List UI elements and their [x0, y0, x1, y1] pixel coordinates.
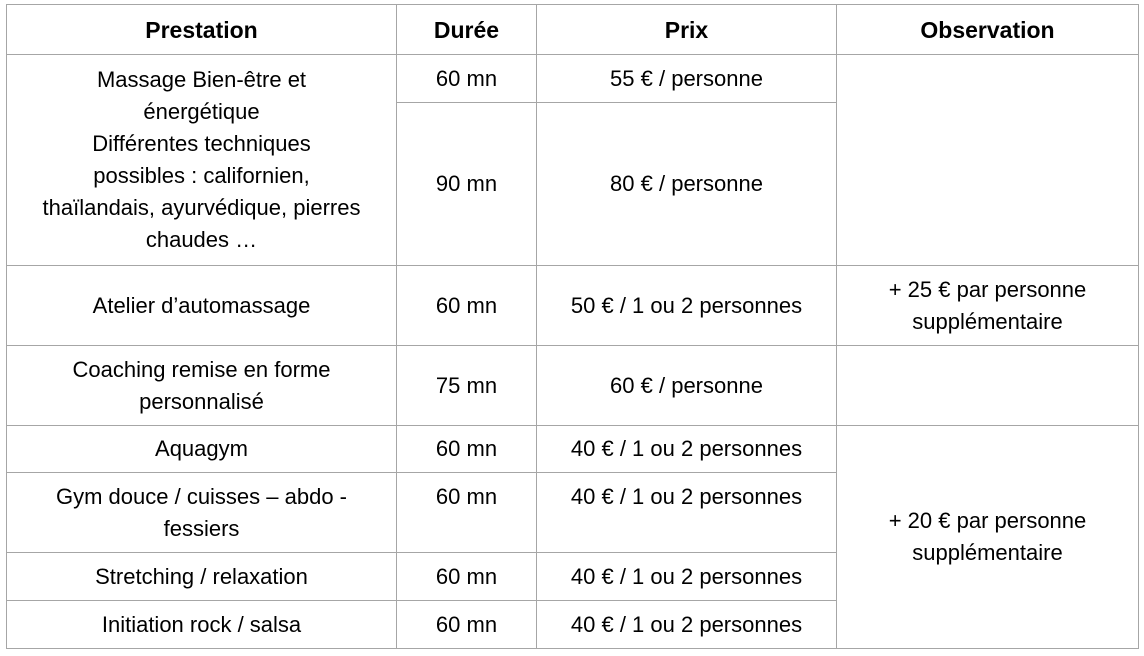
- prix-cell: 40 € / 1 ou 2 personnes: [537, 601, 837, 649]
- duree-cell: 60 mn: [397, 426, 537, 473]
- header-prestation: Prestation: [7, 5, 397, 55]
- prix-cell: 40 € / 1 ou 2 personnes: [537, 473, 837, 553]
- header-observation: Observation: [837, 5, 1139, 55]
- header-prix: Prix: [537, 5, 837, 55]
- prestation-text: Aquagym: [155, 436, 248, 461]
- prestation-text: Stretching / relaxation: [95, 563, 308, 589]
- duree-cell: 60 mn: [397, 601, 537, 649]
- observation-cell: [837, 426, 1139, 649]
- header-row: [7, 5, 1139, 55]
- table-body: [7, 55, 1139, 649]
- header-duree: Durée: [397, 5, 537, 55]
- prestation-text: Massage Bien-être et énergétique Différentes techniques possibles : californien, thaïlandais, ayurvédique, pierres chaudes …: [42, 67, 361, 252]
- duree-cell: 60 mn: [397, 266, 537, 346]
- prestation-cell: [7, 473, 397, 553]
- duree-cell: 60 mn: [397, 55, 537, 103]
- observation-cell: [837, 346, 1139, 426]
- table-row: [7, 266, 1139, 346]
- duree-cell: 75 mn: [397, 346, 537, 426]
- prix-cell: 40 € / 1 ou 2 personnes: [537, 426, 837, 473]
- prix-cell: 60 € / personne: [537, 346, 837, 426]
- pricing-table: [6, 4, 1139, 649]
- table-row: [7, 55, 1139, 103]
- prix-cell: 80 € / personne: [537, 103, 837, 266]
- duree-cell: 60 mn: [397, 553, 537, 601]
- duree-cell: 90 mn: [397, 103, 537, 266]
- prestation-cell: [7, 55, 397, 266]
- prestation-text: Atelier d’automassage: [92, 292, 311, 318]
- prestation-text: Coaching remise en forme personnalisé: [72, 356, 331, 414]
- prix-cell: 40 € / 1 ou 2 personnes: [537, 553, 837, 601]
- prestation-text: Initiation rock / salsa: [101, 611, 302, 637]
- table-row: [7, 346, 1139, 426]
- table-header: [7, 5, 1139, 55]
- prestation-cell: [7, 346, 397, 426]
- observation-cell: [837, 266, 1139, 346]
- table-row: [7, 426, 1139, 473]
- prix-cell: 55 € / personne: [537, 55, 837, 103]
- observation-text: + 25 € par personne supplémentaire: [888, 276, 1087, 334]
- duree-cell: 60 mn: [397, 473, 537, 553]
- prix-cell: 50 € / 1 ou 2 personnes: [537, 266, 837, 346]
- prestation-cell: [7, 601, 397, 649]
- group-observation-text: + 20 € par personne supplémentaire: [888, 508, 1087, 565]
- prestation-cell: [7, 553, 397, 601]
- prestation-cell: [7, 426, 397, 473]
- prestation-text: Gym douce / cuisses – abdo - fessiers: [55, 483, 348, 541]
- observation-cell: [837, 55, 1139, 266]
- prestation-cell: [7, 266, 397, 346]
